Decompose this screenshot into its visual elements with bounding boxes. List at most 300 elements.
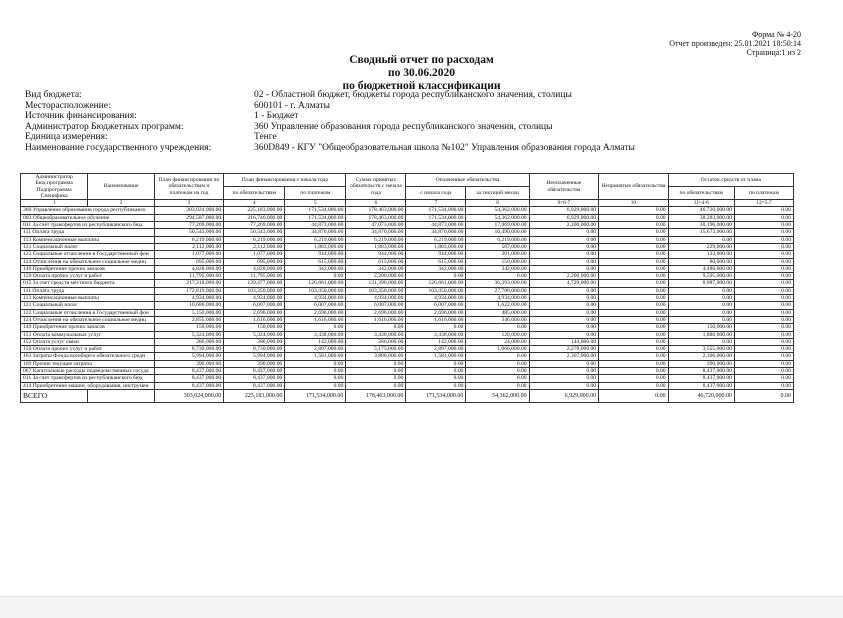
- table-row: [21, 295, 794, 302]
- cell-c10: 0.00: [599, 258, 669, 265]
- cell-c6: 1,616,000.00: [346, 316, 406, 323]
- row-name: 113 Компенсационные выплаты: [21, 236, 155, 243]
- cell-c5: 0.00: [285, 375, 346, 382]
- cell-c8: 0.00: [466, 368, 529, 375]
- meta-value: 360D849 - КГУ "Общеобразовательная школа №102" Управления образования города Алматы: [254, 142, 635, 153]
- row-name: 121 Социальный налог: [21, 302, 155, 309]
- cell-c7: 171,534,000.00: [406, 214, 466, 221]
- cell-c3: 4,934,000.00: [154, 295, 224, 302]
- column-index: 10: [599, 200, 669, 207]
- cell-c7: 944,000.00: [406, 251, 466, 258]
- total-rem-payments: 0.00: [734, 389, 793, 402]
- cell-c11: 390,000.00: [668, 360, 734, 367]
- cell-c11: 0.00: [668, 302, 734, 309]
- cell-c12: 0.00: [734, 265, 793, 272]
- cell-c4: 5,324,000.00: [224, 331, 285, 338]
- cell-c7: 0.00: [406, 324, 466, 331]
- col-header-admin: Администратор Бюд.программа Подпрограмма Специфика: [21, 174, 88, 200]
- cell-c7: 126,661,000.00: [406, 280, 466, 287]
- cell-c6: 286,000.00: [346, 338, 406, 345]
- meta-label: Месторасположение:: [25, 100, 111, 111]
- cell-c4: 8,437,000.00: [224, 382, 285, 389]
- cell-c7: 0.00: [406, 382, 466, 389]
- row-name: 360 Управление образования города республиканск: [21, 207, 155, 214]
- cell-c11: 3,555,000.00: [668, 346, 734, 353]
- cell-c7: 142,000.00: [406, 338, 466, 345]
- cell-c5: 0.00: [285, 382, 346, 389]
- meta-row: [25, 132, 805, 143]
- cell-c10: 0.00: [599, 207, 669, 214]
- cell-c5: 6,007,000.00: [285, 302, 346, 309]
- cell-c4: 2,696,000.00: [224, 309, 285, 316]
- row-name: 111 Оплата труда: [21, 229, 155, 236]
- cell-c10: 0.00: [599, 353, 669, 360]
- cell-c4: 77,269,000.00: [224, 222, 285, 229]
- total-paid-from-start: 171,534,000.00: [406, 389, 466, 402]
- cell-c9: 2,278,000.00: [529, 346, 599, 353]
- cell-c4: 8,437,000.00: [224, 368, 285, 375]
- cell-c5: 126,661,000.00: [285, 280, 346, 287]
- total-label: ВСЕГО: [21, 389, 88, 402]
- cell-c3: 303,024,000.00: [154, 207, 224, 214]
- column-index: 5: [285, 200, 346, 207]
- row-name: 159 Оплата прочих услуг и работ: [21, 273, 155, 280]
- cell-c7: 615,000.00: [406, 258, 466, 265]
- cell-c4: 6,219,000.00: [224, 236, 285, 243]
- cell-c4: 8,730,000.00: [224, 346, 285, 353]
- meta-value: 1 - Бюджет: [254, 111, 299, 122]
- table-row: [21, 353, 794, 360]
- row-name: 111 Оплата труда: [21, 287, 155, 294]
- cell-c9: 4,729,000.00: [529, 280, 599, 287]
- generated-timestamp: Отчет произведен: 25.01.2021 18:50:14: [669, 39, 801, 48]
- cell-c5: 1,883,000.00: [285, 243, 346, 250]
- meta-value: 02 - Областной бюджет, бюджеты города республиканского значения, столицы: [254, 90, 572, 100]
- cell-c4: 695,000.00: [224, 258, 285, 265]
- cell-c6: 944,000.00: [346, 251, 406, 258]
- cell-c8: 0.00: [466, 273, 529, 280]
- cell-c11: 46,720,000.00: [668, 207, 734, 214]
- cell-c8: 342,000.00: [466, 265, 529, 272]
- cell-c4: 5,994,000.00: [224, 353, 285, 360]
- cell-c10: 0.00: [599, 368, 669, 375]
- row-name: 149 Приобретение прочих запасов: [21, 265, 155, 272]
- col-header-unfulfilled: Неоплаченные обязательства: [529, 174, 599, 200]
- cell-c12: 0.00: [734, 309, 793, 316]
- cell-c8: 1,066,000.00: [466, 346, 529, 353]
- cell-c3: 390,000.00: [154, 360, 224, 367]
- cell-c10: 0.00: [599, 331, 669, 338]
- table-row: [21, 316, 794, 323]
- table-row: [21, 338, 794, 345]
- cell-c5: 2,696,000.00: [285, 309, 346, 316]
- cell-c9: 2,200,000.00: [529, 222, 599, 229]
- cell-c9: 6,929,000.00: [529, 214, 599, 221]
- cell-c9: 0.00: [529, 295, 599, 302]
- expense-table: [20, 173, 794, 403]
- row-name: 011 За счет трансфертов из республиканского бюд: [21, 222, 155, 229]
- cell-c9: 0.00: [529, 382, 599, 389]
- cell-c12: 0.00: [734, 229, 793, 236]
- column-index: 7: [406, 200, 466, 207]
- cell-c7: 342,000.00: [406, 265, 466, 272]
- cell-c7: 0.00: [406, 360, 466, 367]
- col-header-unaccepted: Непринятые обязательства: [599, 174, 669, 200]
- col-header-plan: План финансирования по обязательствам и платежам на год: [154, 174, 224, 200]
- cell-c12: 0.00: [734, 222, 793, 229]
- table-row: [21, 368, 794, 375]
- cell-c11: 8,087,000.00: [668, 280, 734, 287]
- report-subtitle: по бюджетной классификации: [342, 80, 501, 92]
- column-index: 2: [88, 200, 154, 207]
- meta-row: [25, 90, 805, 101]
- cell-c8: 0.00: [466, 353, 529, 360]
- cell-c12: 0.00: [734, 207, 793, 214]
- page-counter: Страница:1 из 2: [746, 48, 801, 57]
- cell-c10: 0.00: [599, 360, 669, 367]
- cell-c6: 34,870,000.00: [346, 229, 406, 236]
- cell-c6: 0.00: [346, 324, 406, 331]
- cell-c10: 0.00: [599, 338, 669, 345]
- row-name: 161 Затраты Фонда всеобщего обязательного средн: [21, 353, 155, 360]
- cell-c3: 150,000.00: [154, 324, 224, 331]
- cell-c3: 50,543,000.00: [154, 229, 224, 236]
- table-row: [21, 287, 794, 294]
- cell-c4: 2,112,000.00: [224, 243, 285, 250]
- row-name: 152 Оплата услуг связи: [21, 338, 155, 345]
- cell-c11: 0.00: [668, 236, 734, 243]
- meta-label: Источник финансирования:: [25, 111, 137, 122]
- cell-c10: 0.00: [599, 302, 669, 309]
- cell-c11: 8,437,000.00: [668, 368, 734, 375]
- cell-c6: 2,696,000.00: [346, 309, 406, 316]
- cell-c11: 229,000.00: [668, 243, 734, 250]
- cell-c10: 0.00: [599, 280, 669, 287]
- col-header-paid-month: за текущий месяц: [466, 187, 529, 200]
- cell-c6: 3,438,000.00: [346, 331, 406, 338]
- meta-label: Вид бюджета:: [25, 90, 82, 100]
- column-index: 1: [21, 200, 88, 207]
- cell-c10: 0.00: [599, 324, 669, 331]
- cell-c3: 8,437,000.00: [154, 368, 224, 375]
- cell-c7: 0.00: [406, 273, 466, 280]
- cell-c7: 6,007,000.00: [406, 302, 466, 309]
- cell-c11: 38,283,000.00: [668, 214, 734, 221]
- total-plan-obligations: 225,183,000.00: [224, 389, 285, 402]
- row-name: 015 За счет средств местного бюджета: [21, 280, 155, 287]
- cell-c7: 171,534,000.00: [406, 207, 466, 214]
- total-row: [21, 389, 794, 402]
- cell-c8: 1,622,000.00: [466, 302, 529, 309]
- cell-c3: 5,150,000.00: [154, 309, 224, 316]
- cell-c12: 0.00: [734, 316, 793, 323]
- cell-c3: 217,318,000.00: [154, 280, 224, 287]
- column-index-row: [21, 200, 794, 207]
- table-row: [21, 251, 794, 258]
- meta-label: Наименование государственного учреждения:: [25, 142, 212, 153]
- cell-c9: 0.00: [529, 243, 599, 250]
- meta-row: [25, 143, 805, 154]
- meta-value: 600101 - г. Алматы: [254, 100, 331, 111]
- meta-value: Тенге: [254, 132, 277, 143]
- cell-c11: 9,595,000.00: [668, 273, 734, 280]
- column-index: 4: [224, 200, 285, 207]
- cell-c10: 0.00: [599, 251, 669, 258]
- cell-c3: 77,269,000.00: [154, 222, 224, 229]
- cell-c11: 0.00: [668, 309, 734, 316]
- cell-c8: 150,000.00: [466, 258, 529, 265]
- cell-c9: 0.00: [529, 309, 599, 316]
- cell-c11: 133,000.00: [668, 251, 734, 258]
- cell-c8: 27,788,000.00: [466, 287, 529, 294]
- table-row: [21, 280, 794, 287]
- cell-c7: 0.00: [406, 375, 466, 382]
- cell-c12: 0.00: [734, 287, 793, 294]
- row-name: 149 Приобретение прочих запасов: [21, 324, 155, 331]
- cell-c5: 342,000.00: [285, 265, 346, 272]
- table-row: [21, 360, 794, 367]
- cell-c7: 103,350,000.00: [406, 287, 466, 294]
- cell-c10: 0.00: [599, 316, 669, 323]
- cell-c12: 0.00: [734, 251, 793, 258]
- cell-c10: 0.00: [599, 287, 669, 294]
- meta-row: [25, 101, 805, 112]
- cell-c12: 0.00: [734, 331, 793, 338]
- cell-c8: 0.00: [466, 382, 529, 389]
- cell-c9: 0.00: [529, 229, 599, 236]
- cell-c11: 4,486,000.00: [668, 265, 734, 272]
- cell-c5: 34,870,000.00: [285, 229, 346, 236]
- cell-c10: 0.00: [599, 265, 669, 272]
- cell-c4: 6,007,000.00: [224, 302, 285, 309]
- cell-c6: 0.00: [346, 368, 406, 375]
- viewer-bottom-strip: [0, 596, 843, 618]
- cell-c5: 944,000.00: [285, 251, 346, 258]
- cell-c7: 1,883,000.00: [406, 243, 466, 250]
- cell-c3: 286,000.00: [154, 338, 224, 345]
- cell-c5: 44,873,000.00: [285, 222, 346, 229]
- cell-c3: 6,219,000.00: [154, 236, 224, 243]
- cell-c4: 1,077,000.00: [224, 251, 285, 258]
- cell-c12: 0.00: [734, 346, 793, 353]
- cell-c12: 0.00: [734, 382, 793, 389]
- cell-c9: 0.00: [529, 360, 599, 367]
- row-name: 124 Отчисления на обязательное социальное медиц: [21, 316, 155, 323]
- table-row: [21, 346, 794, 353]
- cell-c8: 346,000.00: [466, 316, 529, 323]
- table-row: [21, 243, 794, 250]
- meta-label: Единица измерения:: [25, 132, 108, 143]
- cell-c7: 6,219,000.00: [406, 236, 466, 243]
- col-header-name: Наименование: [88, 174, 154, 200]
- total-rem-obligations: 46,720,000.00: [668, 389, 734, 402]
- table-row: [21, 309, 794, 316]
- cell-c4: 286,000.00: [224, 338, 285, 345]
- cell-c6: 3,888,000.00: [346, 353, 406, 360]
- cell-c8: 128,000.00: [466, 331, 529, 338]
- cell-c12: 0.00: [734, 375, 793, 382]
- cell-c6: 131,390,000.00: [346, 280, 406, 287]
- cell-c7: 44,873,000.00: [406, 222, 466, 229]
- cell-c8: 6,219,000.00: [466, 236, 529, 243]
- cell-c5: 1,616,000.00: [285, 316, 346, 323]
- cell-c11: 8,437,000.00: [668, 375, 734, 382]
- cell-c3: 11,795,000.00: [154, 273, 224, 280]
- cell-c11: 2,106,000.00: [668, 353, 734, 360]
- cell-c4: 139,477,000.00: [224, 280, 285, 287]
- total-accepted: 178,463,000.00: [346, 389, 406, 402]
- total-unaccepted: 0.00: [599, 389, 669, 402]
- cell-c9: 0.00: [529, 331, 599, 338]
- cell-c11: 150,000.00: [668, 324, 734, 331]
- cell-c12: 0.00: [734, 273, 793, 280]
- cell-c12: 0.00: [734, 368, 793, 375]
- table-row: [21, 324, 794, 331]
- cell-c6: 2,200,000.00: [346, 273, 406, 280]
- col-header-paid-from-start: с начала года: [406, 187, 466, 200]
- cell-c5: 103,350,000.00: [285, 287, 346, 294]
- cell-c8: 36,393,000.00: [466, 280, 529, 287]
- row-name: 151 Оплата коммунальных услуг: [21, 331, 155, 338]
- cell-c8: 567,000.00: [466, 243, 529, 250]
- table-row: [21, 222, 794, 229]
- total-plan: 303,024,000.00: [154, 389, 224, 402]
- cell-c8: 10,490,000.00: [466, 229, 529, 236]
- cell-c10: 0.00: [599, 382, 669, 389]
- table-row: [21, 214, 794, 221]
- meta-label: Администратор Бюджетных программ:: [25, 121, 184, 132]
- col-header-plan-obligations: по обязательствам: [224, 187, 285, 200]
- cell-c5: 1,581,000.00: [285, 353, 346, 360]
- cell-c5: 171,534,000.00: [285, 214, 346, 221]
- table-row: [21, 207, 794, 214]
- cell-c11: 30,196,000.00: [668, 222, 734, 229]
- cell-c4: 225,183,000.00: [224, 207, 285, 214]
- cell-c12: 0.00: [734, 258, 793, 265]
- cell-c10: 0.00: [599, 346, 669, 353]
- cell-c5: 615,000.00: [285, 258, 346, 265]
- cell-c10: 0.00: [599, 236, 669, 243]
- report-meta: [25, 90, 805, 154]
- cell-c11: 15,673,000.00: [668, 229, 734, 236]
- cell-c9: 0.00: [529, 251, 599, 258]
- cell-c12: 0.00: [734, 295, 793, 302]
- cell-c8: 54,362,000.00: [466, 207, 529, 214]
- cell-c4: 150,000.00: [224, 324, 285, 331]
- cell-c11: 0.00: [668, 316, 734, 323]
- row-name: 122 Социальные отчисления в Государственный фон: [21, 251, 155, 258]
- table-row: [21, 302, 794, 309]
- row-name: 003 Общеобразовательное обучение: [21, 214, 155, 221]
- cell-c3: 172,819,000.00: [154, 287, 224, 294]
- cell-c8: 485,000.00: [466, 309, 529, 316]
- cell-c3: 10,686,000.00: [154, 302, 224, 309]
- cell-c10: 0.00: [599, 309, 669, 316]
- column-index: 8: [466, 200, 529, 207]
- cell-c4: 216,746,000.00: [224, 214, 285, 221]
- cell-c3: 1,077,000.00: [154, 251, 224, 258]
- cell-c6: 6,219,000.00: [346, 236, 406, 243]
- meta-row: [25, 111, 805, 122]
- report-date: по 30.06.2020: [387, 67, 455, 79]
- report-title: Сводный отчет по расходам: [349, 54, 494, 66]
- cell-c6: 178,463,000.00: [346, 214, 406, 221]
- cell-c11: 0.00: [668, 338, 734, 345]
- cell-c4: 4,828,000.00: [224, 265, 285, 272]
- form-number: Форма № 4-20: [751, 30, 801, 39]
- cell-c11: 0.00: [668, 295, 734, 302]
- cell-c12: 0.00: [734, 236, 793, 243]
- row-name: 169 Прочие текущие затраты: [21, 360, 155, 367]
- cell-c6: 5,175,000.00: [346, 346, 406, 353]
- cell-c12: 0.00: [734, 338, 793, 345]
- column-index: 12=5-7: [734, 200, 793, 207]
- cell-c10: 0.00: [599, 243, 669, 250]
- cell-c5: 0.00: [285, 324, 346, 331]
- cell-c10: 0.00: [599, 295, 669, 302]
- cell-c6: 47,073,000.00: [346, 222, 406, 229]
- cell-c6: 342,000.00: [346, 265, 406, 272]
- cell-c7: 34,870,000.00: [406, 229, 466, 236]
- row-name: 159 Оплата прочих услуг и работ: [21, 346, 155, 353]
- col-header-plan-from-start: План финансирования с начала года: [224, 174, 346, 187]
- cell-c4: 8,437,000.00: [224, 375, 285, 382]
- cell-c6: 178,463,000.00: [346, 207, 406, 214]
- cell-c5: 142,000.00: [285, 338, 346, 345]
- column-index: 3: [154, 200, 224, 207]
- table-row: [21, 265, 794, 272]
- cell-c3: 8,437,000.00: [154, 375, 224, 382]
- cell-c6: 0.00: [346, 375, 406, 382]
- row-name: 122 Социальные отчисления в Государственный фон: [21, 309, 155, 316]
- cell-c3: 8,730,000.00: [154, 346, 224, 353]
- cell-c9: 0.00: [529, 324, 599, 331]
- cell-c3: 8,437,000.00: [154, 382, 224, 389]
- total-empty: [88, 389, 154, 402]
- cell-c5: 2,897,000.00: [285, 346, 346, 353]
- report-header-info: [669, 30, 801, 57]
- cell-c7: 3,438,000.00: [406, 331, 466, 338]
- column-index: 11=4-6: [668, 200, 734, 207]
- col-header-rem-payments: по платежам: [734, 187, 793, 200]
- table-row: [21, 331, 794, 338]
- cell-c9: 2,307,000.00: [529, 353, 599, 360]
- cell-c8: 17,969,000.00: [466, 222, 529, 229]
- table-row: [21, 382, 794, 389]
- cell-c4: 11,795,000.00: [224, 273, 285, 280]
- cell-c9: 0.00: [529, 368, 599, 375]
- cell-c8: 54,362,000.00: [466, 214, 529, 221]
- cell-c3: 294,587,000.00: [154, 214, 224, 221]
- total-unfulfilled: 6,929,000.00: [529, 389, 599, 402]
- cell-c12: 0.00: [734, 280, 793, 287]
- cell-c4: 50,543,000.00: [224, 229, 285, 236]
- cell-c7: 1,581,000.00: [406, 353, 466, 360]
- cell-c11: 1,886,000.00: [668, 331, 734, 338]
- row-name: 414 Приобретение машин, оборудования, инструмен: [21, 382, 155, 389]
- cell-c5: 4,934,000.00: [285, 295, 346, 302]
- cell-c7: 4,934,000.00: [406, 295, 466, 302]
- cell-c4: 103,350,000.00: [224, 287, 285, 294]
- cell-c12: 0.00: [734, 353, 793, 360]
- cell-c5: 0.00: [285, 360, 346, 367]
- col-header-plan-payments: по платежам: [285, 187, 346, 200]
- cell-c8: 24,000.00: [466, 338, 529, 345]
- cell-c9: 0.00: [529, 287, 599, 294]
- cell-c12: 0.00: [734, 243, 793, 250]
- cell-c3: 5,324,000.00: [154, 331, 224, 338]
- cell-c11: 0.00: [668, 287, 734, 294]
